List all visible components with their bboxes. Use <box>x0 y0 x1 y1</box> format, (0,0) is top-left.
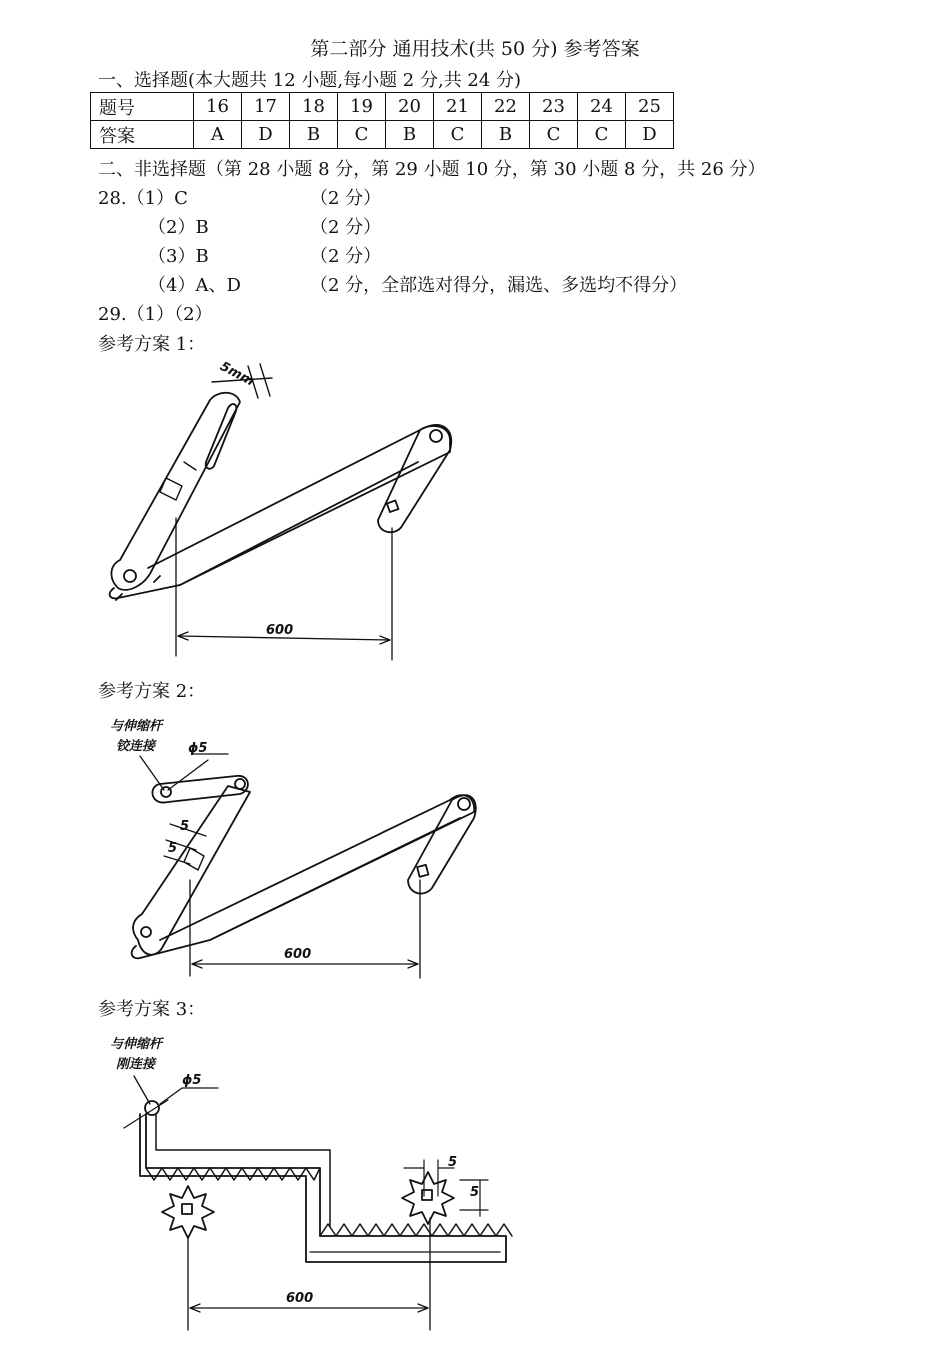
scheme-2-dim-5a: 5 <box>180 819 190 834</box>
scheme-1-square-hole <box>387 501 399 513</box>
q28-item-2-score: （2 分） <box>310 217 382 238</box>
page-title: 第二部分 通用技术(共 50 分) 参考答案 <box>310 38 640 60</box>
table-cell: 23 <box>530 93 578 121</box>
table-cell: 22 <box>482 93 530 121</box>
table-cell: 24 <box>578 93 626 121</box>
scheme-3-left-gear <box>162 1186 214 1238</box>
scheme-1-right-hole <box>430 430 442 442</box>
table-cell: 21 <box>434 93 482 121</box>
scheme-2-label: 参考方案 2： <box>98 681 206 702</box>
table-cell: C <box>530 121 578 149</box>
table-cell: 25 <box>626 93 674 121</box>
scheme-3-dim-phi5: ϕ5 <box>182 1073 202 1088</box>
table-cell: C <box>578 121 626 149</box>
q28-item-4-label: （4）A、D <box>148 275 241 296</box>
scheme-3-dim-5a: 5 <box>448 1155 458 1170</box>
table-cell: 17 <box>242 93 290 121</box>
section2-heading: 二、非选择题（第 28 小题 8 分，第 29 小题 10 分，第 30 小题 8 分，共 26 分） <box>98 159 766 180</box>
q29-heading: 29.（1）（2） <box>98 304 213 325</box>
table-cell: D <box>242 121 290 149</box>
scheme-2-note-line2: 铰连接 <box>116 739 156 754</box>
q28-item-3-score: （2 分） <box>310 246 382 267</box>
scheme-1-dim-5mm: 5mm <box>217 359 257 390</box>
table-cell: C <box>338 121 386 149</box>
section1-heading: 一、选择题(本大题共 12 小题,每小题 2 分,共 24 分) <box>98 70 522 91</box>
scheme-3-right-gear <box>402 1172 454 1224</box>
scheme-1-long-arm <box>110 426 450 598</box>
scheme-2-dim-5b: 5 <box>168 841 178 856</box>
scheme-1-drawing <box>110 359 452 660</box>
scheme-3-rack <box>140 1114 506 1262</box>
scheme-3-note-line2: 刚连接 <box>116 1057 156 1072</box>
table-cell: C <box>434 121 482 149</box>
scheme-1-dim-600: 600 <box>266 623 294 638</box>
table-cell: A <box>194 121 242 149</box>
scheme-1-label: 参考方案 1： <box>98 334 206 355</box>
q28-item-4-score: （2 分，全部选对得分，漏选、多选均不得分） <box>310 275 688 296</box>
scheme-3-label: 参考方案 3： <box>98 999 206 1020</box>
table-cell: 18 <box>290 93 338 121</box>
scheme-2-dim-600: 600 <box>284 947 312 962</box>
table-cell: 20 <box>386 93 434 121</box>
q28-item-3-label: （3）B <box>148 246 209 267</box>
scheme-2-drawing <box>110 718 476 978</box>
q28-item-2-label: （2）B <box>148 217 209 238</box>
q28-item-1-label: 28.（1）C <box>98 188 188 209</box>
table-cell: B <box>386 121 434 149</box>
table-cell: B <box>290 121 338 149</box>
table-cell: 19 <box>338 93 386 121</box>
scheme-3-drawing <box>110 1036 512 1330</box>
q28-item-1-score: （2 分） <box>310 188 382 209</box>
scheme-2-top-link <box>152 776 247 803</box>
scheme-2-note-line1: 与伸缩杆 <box>110 719 163 734</box>
table-cell: D <box>626 121 674 149</box>
scheme-3-note-line1: 与伸缩杆 <box>110 1037 163 1052</box>
scheme-3-dim-600: 600 <box>286 1291 314 1306</box>
row-label-numbers: 题号 <box>91 93 194 121</box>
row-label-answers: 答案 <box>91 121 194 149</box>
scheme-2-dim-phi5: ϕ5 <box>188 741 208 756</box>
table-cell: 16 <box>194 93 242 121</box>
scheme-1-pivot-hole <box>124 570 136 582</box>
scheme-3-dim-5b: 5 <box>470 1185 480 1200</box>
table-cell: B <box>482 121 530 149</box>
